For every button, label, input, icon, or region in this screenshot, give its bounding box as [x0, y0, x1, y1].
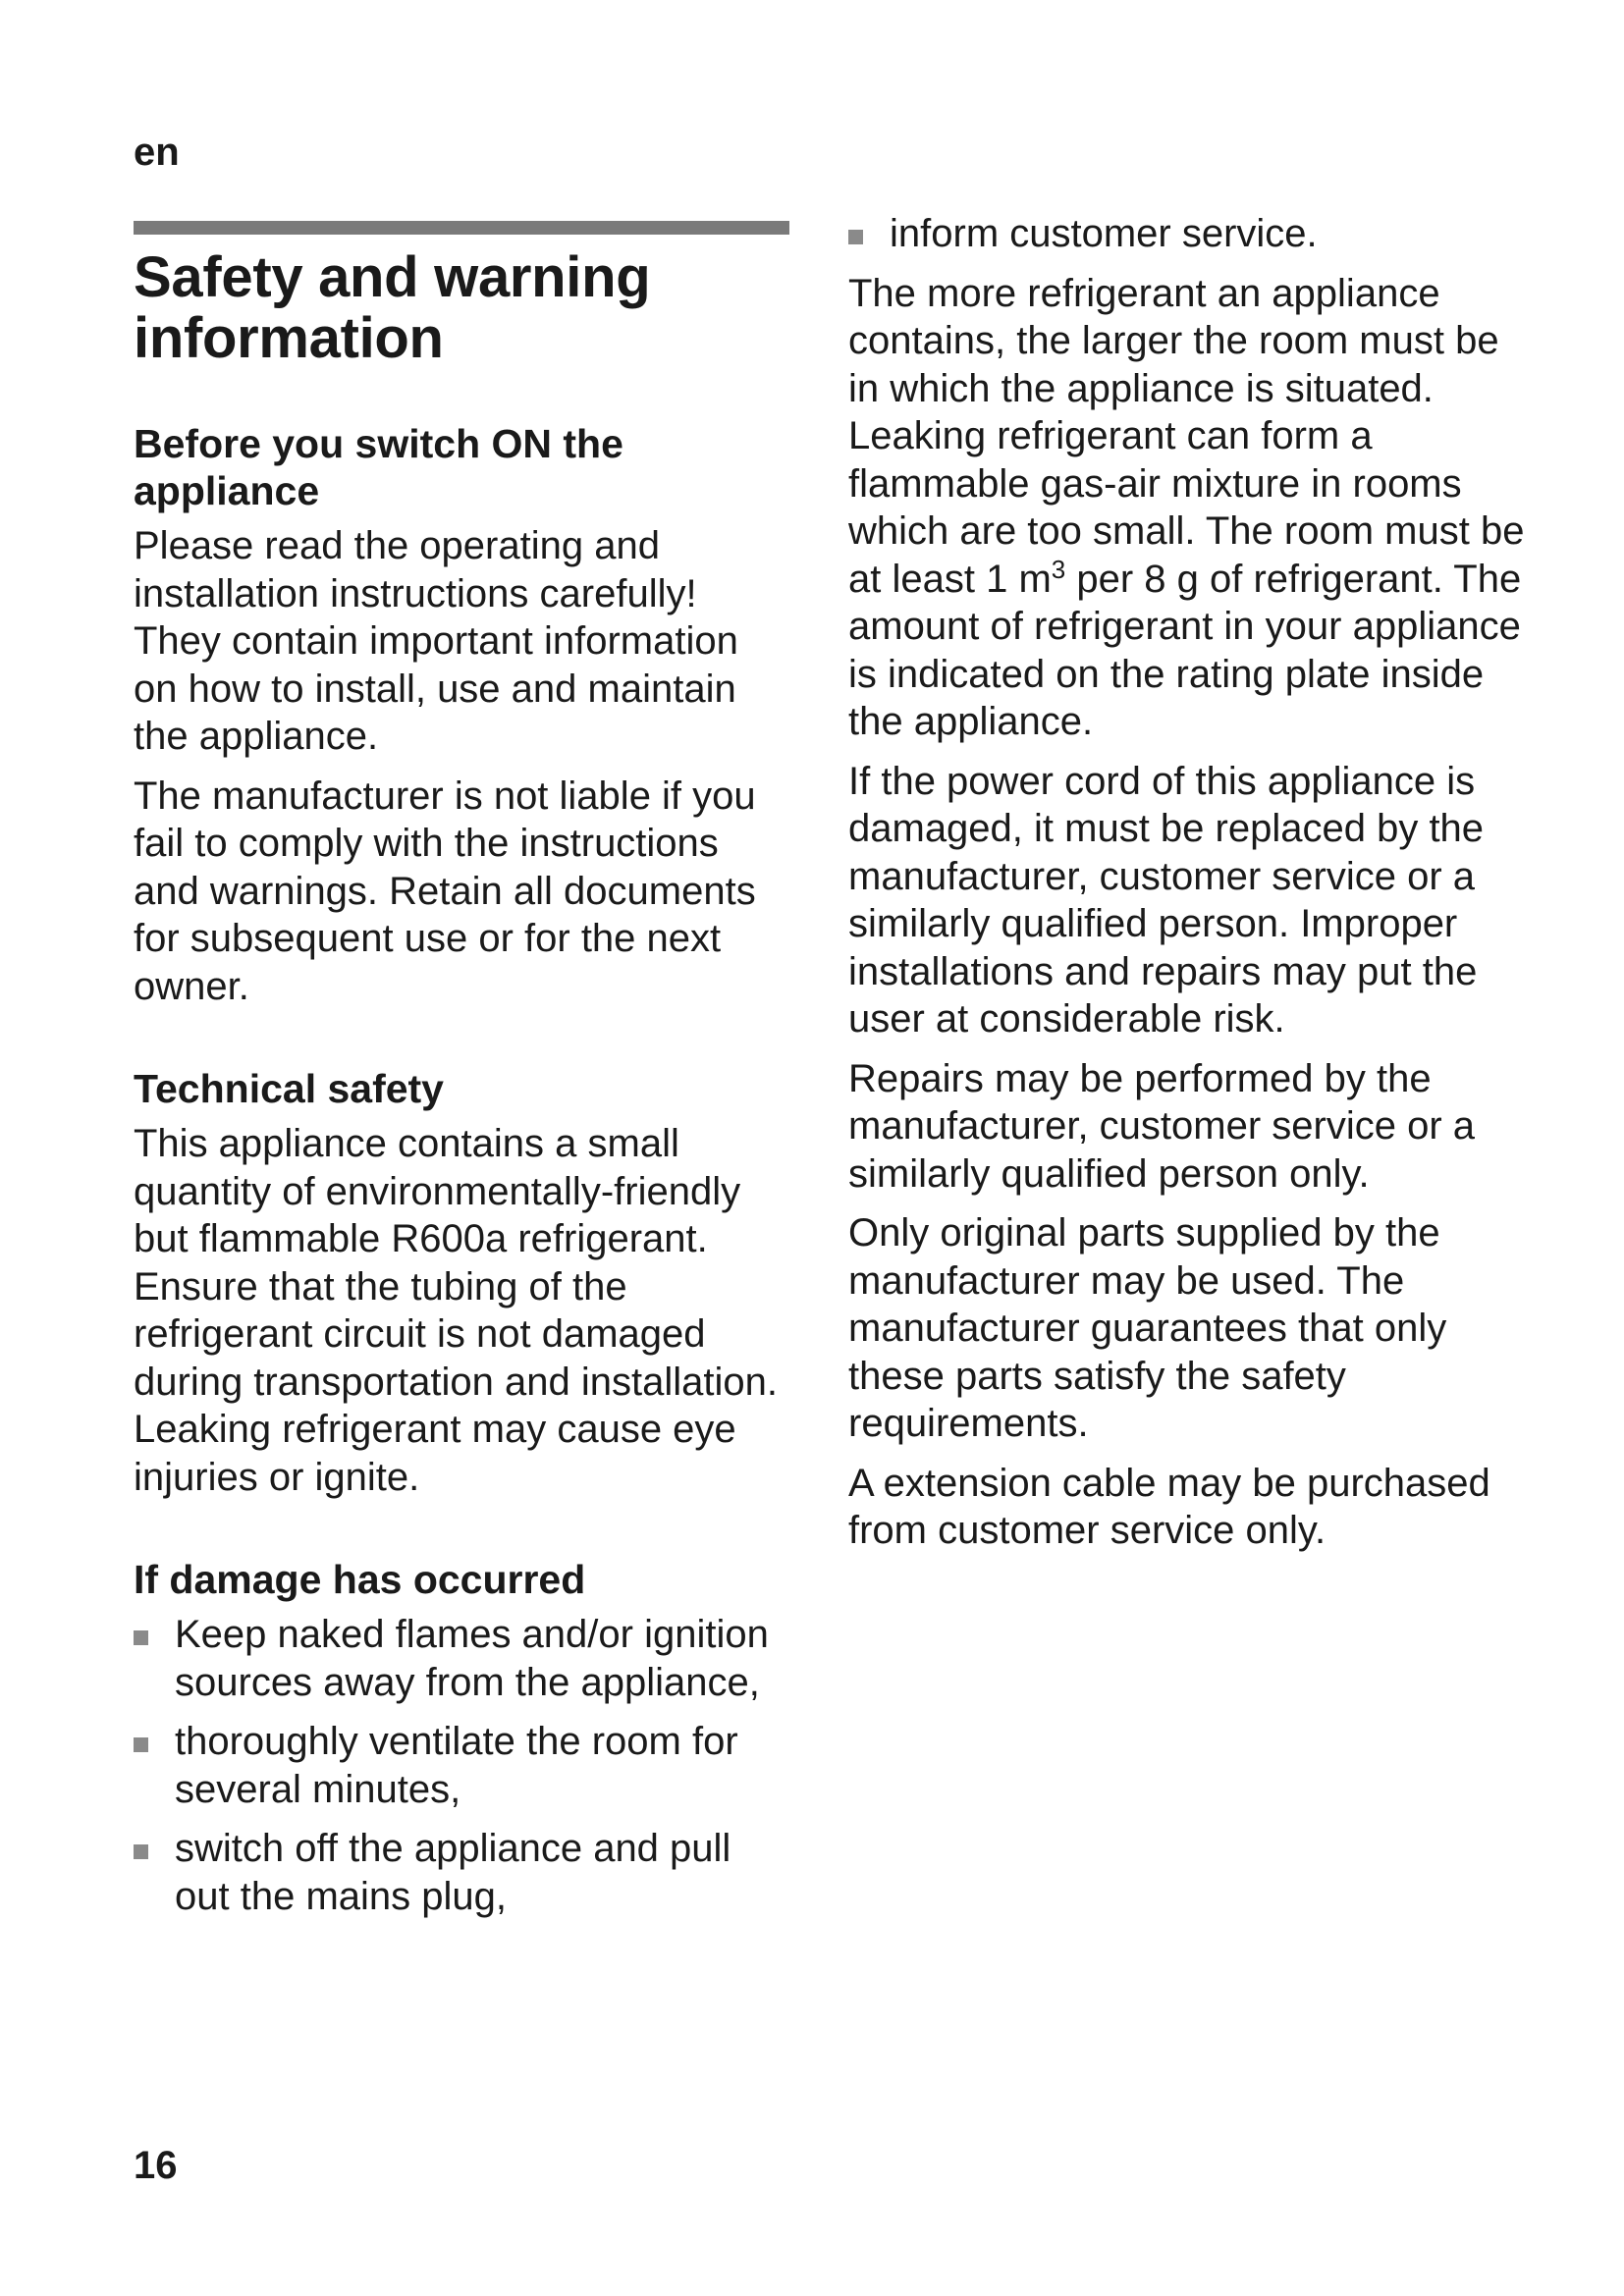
right-column: [848, 210, 1536, 1567]
section-rule: [134, 221, 789, 235]
left-column: [134, 247, 791, 1932]
heading-before-switch-on: Before you switch ON the appliance: [134, 421, 623, 513]
square-bullet-icon: [134, 1630, 148, 1645]
square-bullet-icon: [134, 1737, 148, 1752]
paragraph-read-instructions: Please read the operating and installation instructions carefully! They contain important information on how to install, use and maintain the appliance.: [134, 524, 738, 758]
heading-if-damage: If damage has occurred: [134, 1557, 586, 1602]
damage-steps-list-continued: [848, 210, 1536, 258]
paragraph-room-size: [848, 270, 1536, 746]
paragraph-refrigerant: This appliance contains a small quantity of environmentally-friendly but flammable R600a refrigerant. Ensure that the tubing of the refrigerant circuit is not damaged during transportation and installation. Leaking refrigerant may cause eye injuries or ignite.: [134, 1122, 778, 1499]
list-item-text: thoroughly ventilate the room for several minutes,: [175, 1720, 738, 1811]
damage-steps-list: [134, 1611, 791, 1920]
room-size-text-continued: per 8 g of refrigerant. The amount of refrigerant in your appliance is indicated on the rating plate inside the appliance.: [848, 557, 1522, 743]
paragraph-repairs: Repairs may be performed by the manufacturer, customer service or a similarly qualified person only.: [848, 1056, 1476, 1196]
paragraph-power-cord: If the power cord of this appliance is damaged, it must be replaced by the manufacturer, customer service or a similarly qualified person. Improper installations and repairs may put the user at considerable risk.: [848, 759, 1485, 1041]
heading-technical-safety: Technical safety: [134, 1066, 444, 1111]
room-size-text: The more refrigerant an appliance contains, the larger the room must be in which the appliance is situated. Leaking refrigerant can form a flammable gas-air mixture in rooms which are too small. The room must be at least 1 m: [848, 271, 1525, 601]
list-item-text: Keep naked flames and/or ignition sources away from the appliance,: [175, 1613, 769, 1704]
superscript-3: 3: [1051, 554, 1066, 584]
page-number: 16: [134, 2144, 178, 2187]
list-item: [134, 1611, 791, 1706]
list-item: [134, 1825, 791, 1920]
page-title: Safety and warning information: [134, 245, 651, 370]
list-item-text: switch off the appliance and pull out the mains plug,: [175, 1827, 731, 1918]
square-bullet-icon: [848, 230, 863, 244]
square-bullet-icon: [134, 1844, 148, 1859]
paragraph-original-parts: Only original parts supplied by the manufacturer may be used. The manufacturer guarantees that only these parts satisfy the safety requirements.: [848, 1211, 1447, 1445]
paragraph-extension-cable: A extension cable may be purchased from customer service only.: [848, 1461, 1490, 1552]
list-item-text: inform customer service.: [890, 212, 1318, 255]
list-item: [848, 210, 1536, 258]
list-item: [134, 1718, 791, 1813]
paragraph-manufacturer-liability: The manufacturer is not liable if you fail to comply with the instructions and warnings. Retain all documents for subsequent use or for the next owner.: [134, 774, 756, 1008]
language-code: en: [134, 131, 180, 174]
